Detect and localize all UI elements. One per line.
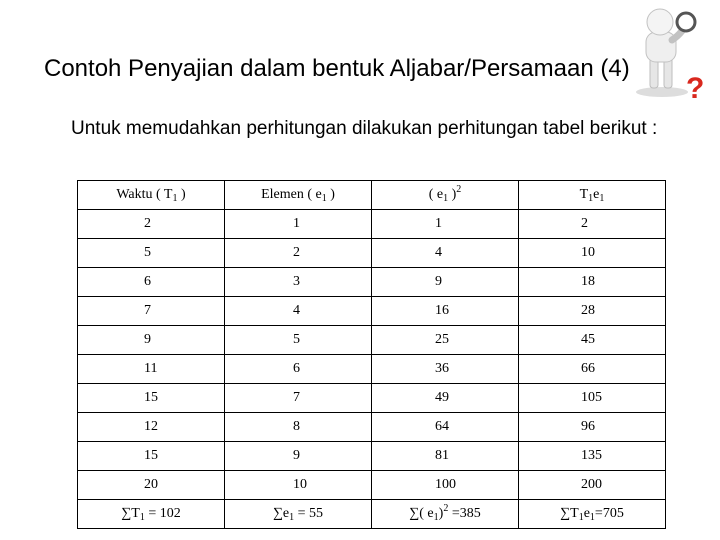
table-row xyxy=(78,413,666,442)
question-mark-icon: ? xyxy=(686,72,705,100)
table-cell: 9 xyxy=(225,442,372,471)
table-cell: 15 xyxy=(78,384,225,413)
table-cell: 49 xyxy=(372,384,519,413)
table-cell: 7 xyxy=(78,297,225,326)
table-row xyxy=(78,268,666,297)
table-cell: 135 xyxy=(519,442,666,471)
slide-title: Contoh Penyajian dalam bentuk Aljabar/Persamaan (4) xyxy=(44,55,630,82)
figure-graphic xyxy=(622,6,718,100)
table-row xyxy=(78,297,666,326)
table-row xyxy=(78,326,666,355)
header-waktu: Waktu ( $T_1$ ) xyxy=(78,181,225,210)
table-cell: 5 xyxy=(78,239,225,268)
table-cell: 5 xyxy=(225,326,372,355)
table-row xyxy=(78,442,666,471)
table-cell: 11 xyxy=(78,355,225,384)
table-cell: 200 xyxy=(519,471,666,500)
table-cell: 7 xyxy=(225,384,372,413)
table-cell: 45 xyxy=(519,326,666,355)
table-row xyxy=(78,239,666,268)
table-body xyxy=(78,210,666,500)
table-row xyxy=(78,384,666,413)
table-cell: 64 xyxy=(372,413,519,442)
table-cell: 8 xyxy=(225,413,372,442)
table-cell: 4 xyxy=(225,297,372,326)
total-elemen-squared: ∑( $e_1)^2 =385$ xyxy=(372,500,519,529)
table-cell: 3 xyxy=(225,268,372,297)
header-elemen: Elemen ( $e_1$ ) xyxy=(225,181,372,210)
table-cell: 96 xyxy=(519,413,666,442)
table-cell: 66 xyxy=(519,355,666,384)
question-figure-icon xyxy=(622,6,718,100)
total-waktu: $\sum T_1 = 102$ xyxy=(78,500,225,529)
table-cell: 20 xyxy=(78,471,225,500)
table-cell: 25 xyxy=(372,326,519,355)
table-row xyxy=(78,471,666,500)
table-cell: 1 xyxy=(372,210,519,239)
table-cell: 15 xyxy=(78,442,225,471)
table-cell: 2 xyxy=(225,239,372,268)
table-cell: 36 xyxy=(372,355,519,384)
table-cell: 81 xyxy=(372,442,519,471)
table-cell: 6 xyxy=(78,268,225,297)
table-header-row xyxy=(78,181,666,210)
table-cell: 105 xyxy=(519,384,666,413)
table-row xyxy=(78,355,666,384)
table-cell: 2 xyxy=(519,210,666,239)
table-cell: 6 xyxy=(225,355,372,384)
totals-row xyxy=(78,500,666,529)
header-elemen-squared: ( $e_1$ )$^2$ xyxy=(372,181,519,210)
calculation-table xyxy=(77,180,666,529)
table-cell: 100 xyxy=(372,471,519,500)
table-cell: 10 xyxy=(519,239,666,268)
table-cell: 4 xyxy=(372,239,519,268)
header-product: $T_1e_1$ xyxy=(519,181,666,210)
table-cell: 28 xyxy=(519,297,666,326)
table-cell: 2 xyxy=(78,210,225,239)
table-cell: 9 xyxy=(372,268,519,297)
table-cell: 9 xyxy=(78,326,225,355)
total-product: $\sum T_1e_1=705$ xyxy=(519,500,666,529)
table-cell: 10 xyxy=(225,471,372,500)
table-cell: 16 xyxy=(372,297,519,326)
table-cell: 1 xyxy=(225,210,372,239)
table-cell: 18 xyxy=(519,268,666,297)
total-elemen: $\sum e_1 = 55$ xyxy=(225,500,372,529)
table-row xyxy=(78,210,666,239)
table-cell: 12 xyxy=(78,413,225,442)
intro-text: Untuk memudahkan perhitungan dilakukan perhitungan tabel berikut : xyxy=(71,118,658,139)
